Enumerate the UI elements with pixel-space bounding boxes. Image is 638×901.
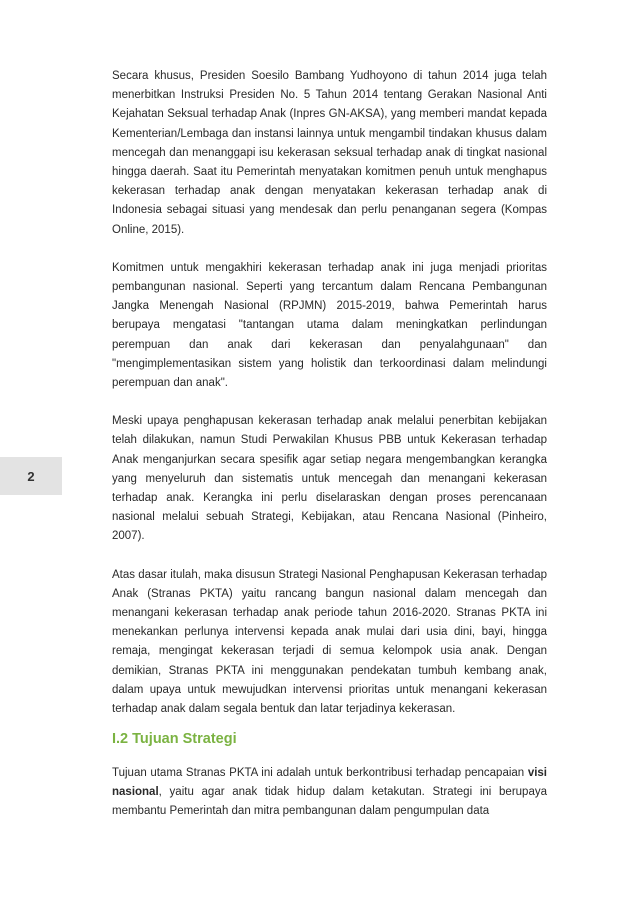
section-body	[112, 764, 547, 841]
paragraph-4: Atas dasar itulah, maka disusun Strategi Nasional Penghapusan Kekerasan terhadap Anak (Stranas PKTA) yaitu rancang bangun nasional dalam mencegah dan menangani kekerasan terhadap anak periode tahun 2016-2020. Stranas PKTA ini menekankan perlunya intervensi kepada anak mulai dari usia dini, bayi, hingga remaja, mengingat kekerasan terjadi di semua kelompok usia anak. Dengan demikian, Stranas PKTA ini menggunakan pendekatan tumbuh kembang anak, dalam upaya untuk mewujudkan intervensi prioritas untuk menangani kekerasan terhadap anak dalam segala bentuk dan latar terjadinya kekerasan.	[112, 568, 547, 716]
section-heading: I.2 Tujuan Strategi	[112, 731, 237, 747]
section-paragraph-bold: visi nasional	[112, 767, 547, 799]
paragraph-2: Komitmen untuk mengakhiri kekerasan terhadap anak ini juga menjadi prioritas pembangunan nasional. Seperti yang tercantum dalam Rencana Pembangunan Jangka Menengah Nasional (RPJMN) 2015-2019, bahwa Pemerintah harus berupaya mengatasi "tantangan utama dalam meningkatkan perlindungan perempuan dan anak dari kekerasan dan penyalahgunaan" dan "mengimplementasikan sistem yang holistik dan terkoordinasi dalam melindungi perempuan dan anak".	[112, 261, 547, 390]
body-text	[112, 67, 547, 738]
page-number-tab	[0, 457, 62, 495]
section-paragraph	[112, 764, 547, 822]
paragraph-3: Meski upaya penghapusan kekerasan terhadap anak melalui penerbitan kebijakan telah dilakukan, namun Studi Perwakilan Khusus PBB untuk Kekerasan terhadap Anak menganjurkan secara spesifik agar setiap negara mengembangkan kerangka yang menyeluruh dan sistematis untuk mencegah dan menangani kekerasan terhadap anak. Kerangka ini perlu diselaraskan dengan proses perencanaan nasional melalui sebuah Strategi, Kebijakan, atau Rencana Nasional (Pinheiro, 2007).	[112, 415, 547, 543]
paragraph-1: Secara khusus, Presiden Soesilo Bambang Yudhoyono di tahun 2014 juga telah menerbitkan Instruksi Presiden No. 5 Tahun 2014 tentang Gerakan Nasional Anti Kejahatan Seksual terhadap Anak (Inpres GN-AKSA), yang memberi mandat kepada Kementerian/Lembaga dan instansi lainnya untuk mengambil tindakan khusus dalam mencegah dan menanggapi isu kekerasan seksual terhadap anak di tingkat nasional hingga daerah. Saat itu Pemerintah menyatakan komitmen penuh untuk menghapus kekerasan terhadap anak dengan menyatakan kekerasan terhadap anak di Indonesia sebagai situasi yang mendesak dan perlu penanganan segera (Kompas Online, 2015).	[112, 70, 547, 236]
section-paragraph-start: Tujuan utama Stranas PKTA ini adalah untuk berkontribusi terhadap pencapaian	[112, 767, 528, 779]
section-paragraph-end: , yaitu agar anak tidak hidup dalam ketakutan. Strategi ini berupaya membantu Pemerintah dan mitra pembangunan dalam pengumpulan data	[112, 786, 547, 818]
page-number: 2	[27, 468, 35, 484]
